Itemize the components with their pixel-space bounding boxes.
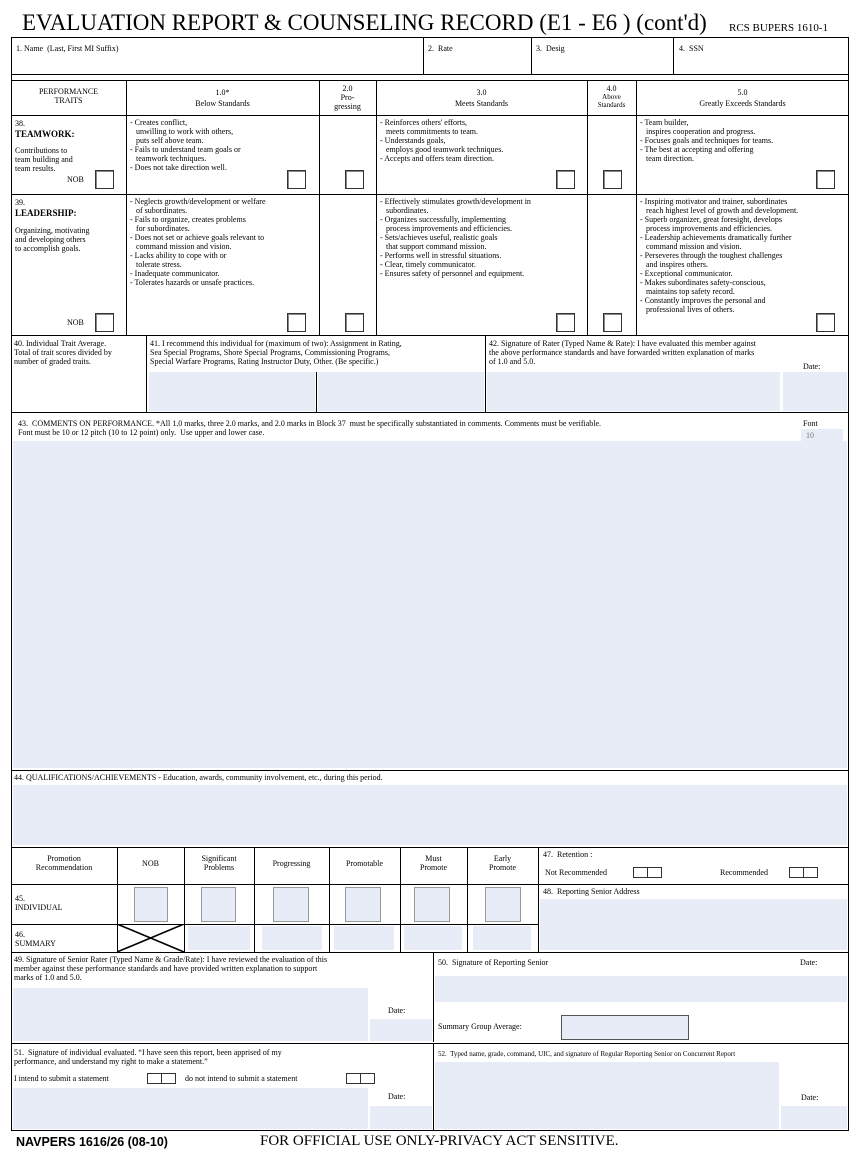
leadership-nob-checkbox[interactable]: [95, 313, 114, 332]
teamwork-progressing-checkbox[interactable]: [345, 170, 364, 189]
below-standards-num: 1.0*: [215, 88, 230, 97]
recommendation-field-2[interactable]: [318, 372, 484, 411]
leadership-title: LEADERSHIP:: [15, 208, 77, 218]
leadership-greatly-exceeds: - Inspiring motivator and trainer, subordinates reach highest level of growth and development. - Superb organizer, great foresight, develops process improvements and efficiencies. - Leadership achievements dramatically further command mission and vision. - Perseveres through the toughest challenges and inspires others. - Exceptional communicator. - Makes subordinates safety-conscious, maintains top safety record. - Constantly improves the personal and professional lives of others.: [640, 197, 799, 314]
leadership-greatly-checkbox[interactable]: [816, 313, 835, 332]
greatly-exceeds-num: 5.0: [737, 88, 748, 97]
promo-col-promotable: Promotable: [346, 859, 383, 868]
not-intend-statement-label: do not intend to submit a statement: [185, 1074, 298, 1083]
block-40-label: 40. Individual Trait Average. Total of trait scores divided by number of graded traits.: [14, 339, 112, 366]
block-48-label: 48. Reporting Senior Address: [543, 887, 640, 896]
senior-rater-signature-field[interactable]: [13, 988, 368, 1041]
teamwork-greatly-exceeds: - Team builder, inspires cooperation and progress. - Focuses goals and techniques for teams. - The best at accepting and offering team direction.: [640, 118, 774, 163]
recommended-checkbox[interactable]: [789, 867, 818, 878]
desig-label: 3. Desig: [536, 44, 565, 53]
summary-nob-cross-icon: [117, 924, 184, 952]
recommended-label: Recommended: [720, 868, 768, 877]
summary-must-promote-field[interactable]: [404, 926, 462, 950]
block-51-label: 51. Signature of individual evaluated. “I have seen this report, been apprised of my performance, and understand my right to make a statement.”: [14, 1048, 282, 1066]
promo-col-early-promote: Early Promote: [488, 854, 517, 872]
block-43-label: 43. COMMENTS ON PERFORMANCE. *All 1.0 marks, three 2.0 marks, and 2.0 marks in Block 37 must be specifically substantiated in comments. Comments must be verifiable. Font must be 10 or 12 pitch (10 to 12 point) only. Use upper and lower case.: [18, 419, 602, 437]
performance-traits-header: PERFORMANCE TRAITS: [38, 87, 99, 105]
block-50-label: 50. Signature of Reporting Senior: [438, 958, 549, 967]
block-41-label: 41. I recommend this individual for (maximum of two): Assignment in Rating, Sea Special Programs, Shore Special Programs, Commissioning Programs, Special Warfare Programs, Rating Instructor Duty, Other. (Be specific.): [150, 339, 402, 366]
block-50-date-label: Date:: [800, 958, 818, 967]
qualifications-field[interactable]: [13, 785, 847, 845]
teamwork-nob-label: NOB: [67, 175, 84, 184]
individual-promotable-box[interactable]: [345, 887, 381, 922]
above-standards-label: Above Standards: [597, 93, 626, 109]
recommendation-field-1[interactable]: [149, 372, 315, 411]
leadership-description: Organizing, motivating and developing others to accomplish goals.: [15, 226, 90, 253]
block-52-date-label: Date:: [801, 1093, 819, 1102]
rater-date-field[interactable]: [783, 372, 847, 411]
summary-early-promote-field[interactable]: [473, 926, 531, 950]
block-42-date-label: Date:: [803, 362, 821, 371]
teamwork-nob-checkbox[interactable]: [95, 170, 114, 189]
teamwork-below-standards: - Creates conflict, unwilling to work with others, puts self above team. - Fails to understand team goals or teamwork techniques. - Does not take direction well.: [130, 118, 241, 172]
teamwork-above-checkbox[interactable]: [603, 170, 622, 189]
teamwork-meets-standards: - Reinforces others' efforts, meets commitments to team. - Understands goals, employs good teamwork techniques. - Accepts and offers team direction.: [380, 118, 504, 163]
rcs-number: RCS BUPERS 1610-1: [729, 22, 829, 34]
intend-statement-checkbox[interactable]: [147, 1073, 176, 1084]
reporting-senior-signature-field[interactable]: [435, 976, 847, 1002]
individual-label: 45. INDIVIDUAL: [15, 894, 63, 912]
individual-significant-problems-box[interactable]: [201, 887, 236, 922]
not-recommended-label: Not Recommended: [545, 868, 607, 877]
teamwork-number: 38.: [15, 119, 25, 128]
promo-col-progressing: Progressing: [272, 859, 311, 868]
individual-nob-box[interactable]: [134, 887, 168, 922]
summary-group-average-field[interactable]: [561, 1015, 689, 1040]
block-52-label: 52. Typed name, grade, command, UIC, and signature of Regular Reporting Senior on Concurrent Report: [438, 1050, 736, 1058]
leadership-below-checkbox[interactable]: [287, 313, 306, 332]
individual-must-promote-box[interactable]: [414, 887, 450, 922]
leadership-progressing-checkbox[interactable]: [345, 313, 364, 332]
meets-standards-label: Meets Standards: [454, 99, 509, 108]
summary-label: 46. SUMMARY: [15, 930, 56, 948]
name-label: 1. Name (Last, First MI Suffix): [16, 44, 119, 53]
meets-standards-num: 3.0: [476, 88, 487, 97]
leadership-above-checkbox[interactable]: [603, 313, 622, 332]
block-42-label: 42. Signature of Rater (Typed Name & Rate): I have evaluated this member against the above performance standards and have forwarded written explanation of marks of 1.0 and 5.0.: [489, 339, 756, 366]
block-51-date-label: Date:: [388, 1092, 406, 1101]
reporting-senior-address-field[interactable]: [540, 899, 847, 950]
promo-col-significant-problems: Significant Problems: [201, 854, 237, 872]
concurrent-report-field[interactable]: [435, 1062, 779, 1129]
concurrent-date-field[interactable]: [781, 1106, 847, 1129]
teamwork-greatly-checkbox[interactable]: [816, 170, 835, 189]
rater-signature-field[interactable]: [487, 372, 780, 411]
below-standards-label: Below Standards: [195, 99, 250, 108]
summary-progressing-field[interactable]: [262, 926, 322, 950]
summary-promotable-field[interactable]: [334, 926, 394, 950]
comments-field[interactable]: [13, 441, 847, 768]
promo-col-nob: NOB: [142, 859, 159, 868]
summary-group-average-label: Summary Group Average:: [438, 1022, 522, 1031]
not-recommended-checkbox[interactable]: [633, 867, 662, 878]
above-standards-num: 4.0: [606, 84, 617, 93]
promo-col-must-promote: Must Promote: [419, 854, 448, 872]
leadership-below-standards: - Neglects growth/development or welfare of subordinates. - Fails to organize, creates problems for subordinates. - Does not set or achieve goals relevant to command mission and vision. - Lacks ability to cope with or tolerate stress. - Inadequate communicator. - Tolerates hazards or unsafe practices.: [130, 197, 266, 287]
progressing-header: 2.0 Pro- gressing: [334, 84, 361, 111]
trait-average-field[interactable]: [12, 372, 146, 411]
ssn-label: 4. SSN: [679, 44, 704, 53]
senior-rater-date-field[interactable]: [370, 1019, 432, 1041]
teamwork-description: Contributions to team building and team results.: [15, 146, 73, 173]
leadership-number: 39.: [15, 198, 25, 207]
individual-signature-field[interactable]: [13, 1088, 368, 1129]
teamwork-meets-checkbox[interactable]: [556, 170, 575, 189]
individual-early-promote-box[interactable]: [485, 887, 521, 922]
greatly-exceeds-label: Greatly Exceeds Standards: [699, 99, 786, 108]
retention-label: 47. Retention :: [543, 850, 593, 859]
leadership-meets-standards: - Effectively stimulates growth/development in subordinates. - Organizes successfully, implementing process improvements and efficiencies. - Sets/achieves useful, realistic goals that support command mission. - Performs well in stressful situations. - Clear, timely communicator. - Ensures safety of personnel and equipment.: [380, 197, 531, 278]
individual-date-field[interactable]: [370, 1106, 432, 1129]
form-number: NAVPERS 1616/26 (08-10): [16, 1135, 168, 1149]
form-title: EVALUATION REPORT & COUNSELING RECORD (E1 - E6 ) (cont'd): [22, 10, 707, 35]
teamwork-title: TEAMWORK:: [15, 129, 75, 139]
teamwork-below-checkbox[interactable]: [287, 170, 306, 189]
block-49-date-label: Date:: [388, 1006, 406, 1015]
block-49-label: 49. Signature of Senior Rater (Typed Name & Grade/Rate): I have reviewed the evaluation of this member against these performance standards and have provided written explanation to support marks of 1.0 and 5.0.: [14, 955, 328, 982]
privacy-notice: FOR OFFICIAL USE ONLY-PRIVACY ACT SENSITIVE.: [260, 1133, 619, 1149]
leadership-nob-label: NOB: [67, 318, 84, 327]
font-label: Font: [803, 419, 818, 428]
block-44-label: 44. QUALIFICATIONS/ACHIEVEMENTS - Education, awards, community involvement, etc., during this period.: [14, 773, 383, 782]
font-size-value: 10: [806, 431, 814, 440]
summary-significant-problems-field[interactable]: [188, 926, 250, 950]
intend-statement-label: I intend to submit a statement: [14, 1074, 109, 1083]
not-intend-statement-checkbox[interactable]: [346, 1073, 375, 1084]
promotion-recommendation-header: Promotion Recommendation: [35, 854, 93, 872]
leadership-meets-checkbox[interactable]: [556, 313, 575, 332]
rate-label: 2. Rate: [428, 44, 453, 53]
individual-progressing-box[interactable]: [273, 887, 309, 922]
